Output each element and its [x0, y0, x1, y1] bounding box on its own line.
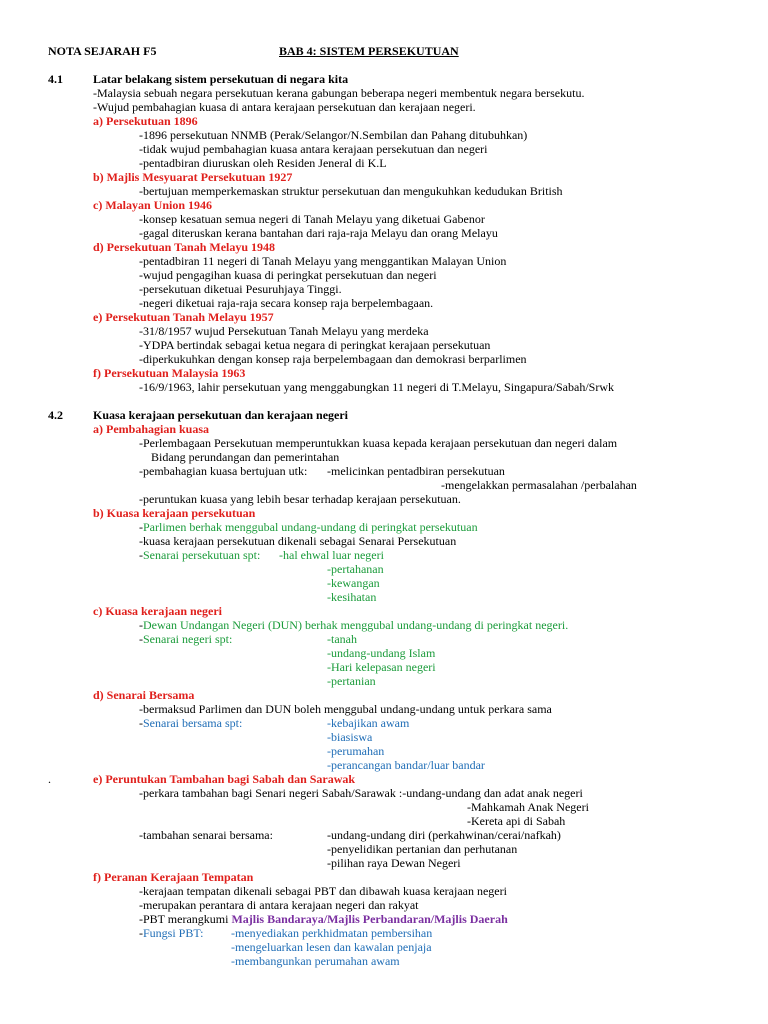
subheading-malayan-union: c) Malayan Union 1946 [93, 198, 213, 212]
text-line: -bertujuan memperkemaskan struktur persekutuan dan mengukuhkan kedudukan British [139, 184, 563, 198]
list-item: -perancangan bandar/luar bandar [327, 758, 485, 772]
list-item: -tanah [327, 632, 357, 646]
text-line: -YDPA bertindak sebagai ketua negara di peringkat kerajaan persekutuan [139, 338, 491, 352]
list-item: -menyediakan perkhidmatan pembersihan [231, 926, 433, 940]
list-item: -membangunkan perumahan awam [231, 954, 400, 968]
text-line: -merupakan perantara di antara kerajaan negeri dan rakyat [139, 898, 419, 912]
text-line: -konsep kesatuan semua negeri di Tanah Melayu yang diketuai Gabenor [139, 212, 485, 226]
green-text: Senarai negeri spt: [143, 632, 233, 646]
stray-dot: . [48, 772, 51, 786]
text-line: -gagal diteruskan kerana bantahan dari raja-raja Melayu dan orang Melayu [139, 226, 498, 240]
text-line: -wujud pengagihan kuasa di peringkat persekutuan dan negeri [139, 268, 437, 282]
purple-text: Majlis Bandaraya/Majlis Perbandaran/Majlis Daerah [231, 912, 508, 926]
text-line: -Fungsi PBT: [139, 926, 204, 940]
text-segment: -PBT merangkumi [139, 912, 229, 926]
text-line: -Wujud pembahagian kuasa di antara kerajaan persekutuan dan kerajaan negeri. [93, 100, 476, 114]
text-line: -negeri diketuai raja-raja secara konsep raja berpelembagaan. [139, 296, 434, 310]
text-line: -pembahagian kuasa bertujuan utk: [139, 464, 308, 478]
text-line: -Senarai bersama spt: [139, 716, 243, 730]
green-text: Parlimen berhak menggubal undang-undang di peringkat persekutuan [143, 520, 478, 534]
list-item: -kebajikan awam [327, 716, 410, 730]
text-line: -penyelidikan pertanian dan perhutanan [327, 842, 518, 856]
subheading-kuasa-negeri: c) Kuasa kerajaan negeri [93, 604, 222, 618]
text-line: -pentadbiran 11 negeri di Tanah Melayu yang menggantikan Malayan Union [139, 254, 507, 268]
text-line: -Senarai negeri spt: [139, 632, 233, 646]
section-number-4-2: 4.2 [48, 408, 63, 422]
text-line: -16/9/1963, lahir persekutuan yang menggabungkan 11 negeri di T.Melayu, Singapura/Sabah/Srwk [139, 380, 615, 394]
text-line: -Malaysia sebuah negara persekutuan kerana gabungan beberapa negeri membentuk negara bersekutu. [93, 86, 585, 100]
section-title-4-1: Latar belakang sistem persekutuan di negara kita [93, 72, 349, 86]
section-title-4-2: Kuasa kerajaan persekutuan dan kerajaan negeri [93, 408, 349, 422]
subheading-sabah-sarawak: e) Peruntukan Tambahan bagi Sabah dan Sarawak [93, 772, 356, 786]
doc-title-left: NOTA SEJARAH F5 [48, 44, 157, 58]
text-line: -persekutuan diketuai Pesuruhjaya Tinggi. [139, 282, 342, 296]
list-item: -mengeluarkan lesen dan kawalan penjaja [231, 940, 432, 954]
text-line: -Parlimen berhak menggubal undang-undang di peringkat persekutuan [139, 520, 478, 534]
subheading-ptm-1948: d) Persekutuan Tanah Melayu 1948 [93, 240, 276, 254]
text-line: -1896 persekutuan NNMB (Perak/Selangor/N.Sembilan dan Pahang ditubuhkan) [139, 128, 528, 142]
text-line: -kerajaan tempatan dikenali sebagai PBT dan dibawah kuasa kerajaan negeri [139, 884, 507, 898]
list-item: -biasiswa [327, 730, 373, 744]
text-line: -perkara tambahan bagi Senari negeri Sabah/Sarawak :-undang-undang dan adat anak negeri [139, 786, 583, 800]
text-line: -Dewan Undangan Negeri (DUN) berhak menggubal undang-undang di peringkat negeri. [139, 618, 569, 632]
text-line: -Perlembagaan Persekutuan memperuntukkan kuasa kepada kerajaan persekutuan dan negeri dalam [139, 436, 618, 450]
text-line: -bermaksud Parlimen dan DUN boleh menggubal undang-undang untuk perkara sama [139, 702, 552, 716]
subheading-malaysia-1963: f) Persekutuan Malaysia 1963 [93, 366, 246, 380]
text-line: -peruntukan kuasa yang lebih besar terhadap kerajaan persekutuan. [139, 492, 461, 506]
text-line: Bidang perundangan dan pemerintahan [151, 450, 340, 464]
text-line: -31/8/1957 wujud Persekutuan Tanah Melayu yang merdeka [139, 324, 429, 338]
subheading-senarai-bersama: d) Senarai Bersama [93, 688, 195, 702]
list-item: -pertanian [327, 674, 376, 688]
text-line: -pilihan raya Dewan Negeri [327, 856, 461, 870]
text-line: -diperkukuhkan dengan konsep raja berpelembagaan dan demokrasi berparlimen [139, 352, 527, 366]
list-item: -Hari kelepasan negeri [327, 660, 436, 674]
subheading-kerajaan-tempatan: f) Peranan Kerajaan Tempatan [93, 870, 254, 884]
list-item: -pertahanan [327, 562, 384, 576]
list-item: -undang-undang Islam [327, 646, 436, 660]
text-line: -undang-undang diri (perkahwinan/cerai/nafkah) [327, 828, 561, 842]
text-line: -mengelakkan permasalahan /perbalahan [441, 478, 637, 492]
list-item: -kesihatan [327, 590, 377, 604]
text-line [139, 912, 508, 926]
doc-title-chapter: BAB 4: SISTEM PERSEKUTUAN [279, 44, 459, 58]
subheading-pembahagian-kuasa: a) Pembahagian kuasa [93, 422, 210, 436]
blue-text: Fungsi PBT: [143, 926, 204, 940]
text-line: -tidak wujud pembahagian kuasa antara kerajaan persekutuan dan negeri [139, 142, 488, 156]
text-line: -Mahkamah Anak Negeri [467, 800, 589, 814]
subheading-persekutuan-1896: a) Persekutuan 1896 [93, 114, 198, 128]
text-line: -kuasa kerajaan persekutuan dikenali sebagai Senarai Persekutuan [139, 534, 457, 548]
text-line: -Kereta api di Sabah [467, 814, 566, 828]
list-item: -perumahan [327, 744, 385, 758]
text-line: -pentadbiran diuruskan oleh Residen Jeneral di K.L [139, 156, 387, 170]
text-line: -Senarai persekutuan spt: [139, 548, 261, 562]
text-line: -tambahan senarai bersama: [139, 828, 273, 842]
green-text: Senarai persekutuan spt: [143, 548, 261, 562]
blue-text: Senarai bersama spt: [143, 716, 243, 730]
text-line: -melicinkan pentadbiran persekutuan [327, 464, 505, 478]
subheading-ptm-1957: e) Persekutuan Tanah Melayu 1957 [93, 310, 274, 324]
green-text: Dewan Undangan Negeri (DUN) berhak menggubal undang-undang di peringkat negeri. [143, 618, 569, 632]
section-number-4-1: 4.1 [48, 72, 63, 86]
subheading-kuasa-persekutuan: b) Kuasa kerajaan persekutuan [93, 506, 256, 520]
list-item: -hal ehwal luar negeri [279, 548, 384, 562]
subheading-majlis-mesyuarat: b) Majlis Mesyuarat Persekutuan 1927 [93, 170, 293, 184]
list-item: -kewangan [327, 576, 380, 590]
